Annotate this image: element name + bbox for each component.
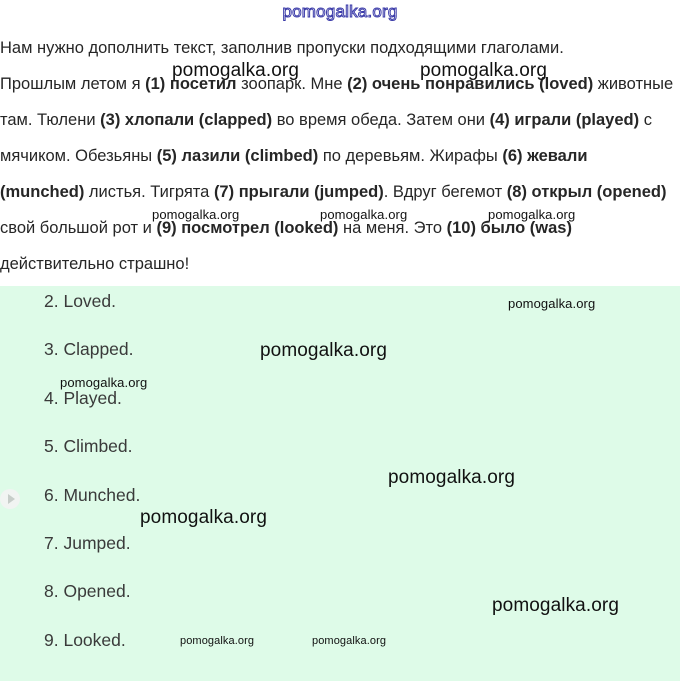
watermark: pomogalka.org (60, 375, 148, 390)
answer-item: 9. Looked. (44, 629, 126, 650)
answer-highlight: (10) было (was) (446, 219, 572, 237)
watermark: pomogalka.org (488, 207, 576, 222)
answer-highlight: (2) очень понравились (loved) (347, 75, 594, 93)
answer-highlight: (7) прыгали (jumped) (213, 183, 384, 201)
answer-item: 8. Opened. (44, 581, 131, 602)
answer-item: 4. Played. (44, 387, 122, 408)
watermark: pomogalka.org (508, 296, 596, 311)
site-header (0, 0, 680, 26)
text-run: Прошлым летом я (0, 75, 146, 93)
text-run: по деревьям. Жирафы (318, 147, 503, 165)
answer-item: 6. Munched. (44, 484, 141, 505)
answer-highlight: (9) посмотрел (looked) (156, 219, 339, 237)
answer-item: 2. Loved. (44, 291, 116, 311)
watermark: pomogalka.org (420, 60, 547, 81)
site-logo[interactable]: pomogalka.org (282, 2, 398, 21)
text-run: действительно страшно! (0, 255, 190, 273)
text-run: с мячиком. Обезьяны (0, 111, 652, 165)
answer-highlight: (3) хлопали (clapped) (100, 111, 273, 129)
watermark: pomogalka.org (172, 60, 299, 81)
watermark: pomogalka.org (312, 635, 387, 647)
watermark: pomogalka.org (388, 467, 515, 488)
watermark: pomogalka.org (320, 207, 408, 222)
text-run: во время обеда. Затем они (272, 111, 490, 129)
answer-highlight: (1) посетил (145, 75, 237, 93)
text-run: животные там. Тюлени (0, 75, 674, 129)
task-block (0, 30, 676, 282)
play-icon[interactable] (0, 489, 20, 509)
answer-item: 3. Clapped. (44, 339, 134, 360)
answer-item: 5. Climbed. (44, 436, 133, 457)
watermark: pomogalka.org (152, 207, 240, 222)
watermark: pomogalka.org (180, 635, 255, 647)
watermark: pomogalka.org (260, 340, 387, 361)
text-run: на меня. Это (338, 219, 447, 237)
text-run: свой большой рот и (0, 219, 157, 237)
text-run: зоопарк. Мне (236, 75, 348, 93)
answer-list (44, 291, 140, 678)
task-text (0, 66, 676, 282)
text-run: листья. Тигрята (84, 183, 214, 201)
text-run: . Вдруг бегемот (383, 183, 507, 201)
watermark: pomogalka.org (492, 595, 619, 616)
answer-item: 7. Jumped. (44, 532, 131, 553)
task-instruction: Нам нужно дополнить текст, заполнив пропуски подходящими глаголами. (0, 39, 564, 57)
answer-highlight: (6) жевали (munched) (0, 147, 588, 201)
watermark: pomogalka.org (140, 507, 267, 528)
answer-highlight: (8) открыл (opened) (506, 183, 667, 201)
answer-highlight: (5) лазили (climbed) (156, 147, 319, 165)
answer-highlight: (4) играли (played) (489, 111, 640, 129)
